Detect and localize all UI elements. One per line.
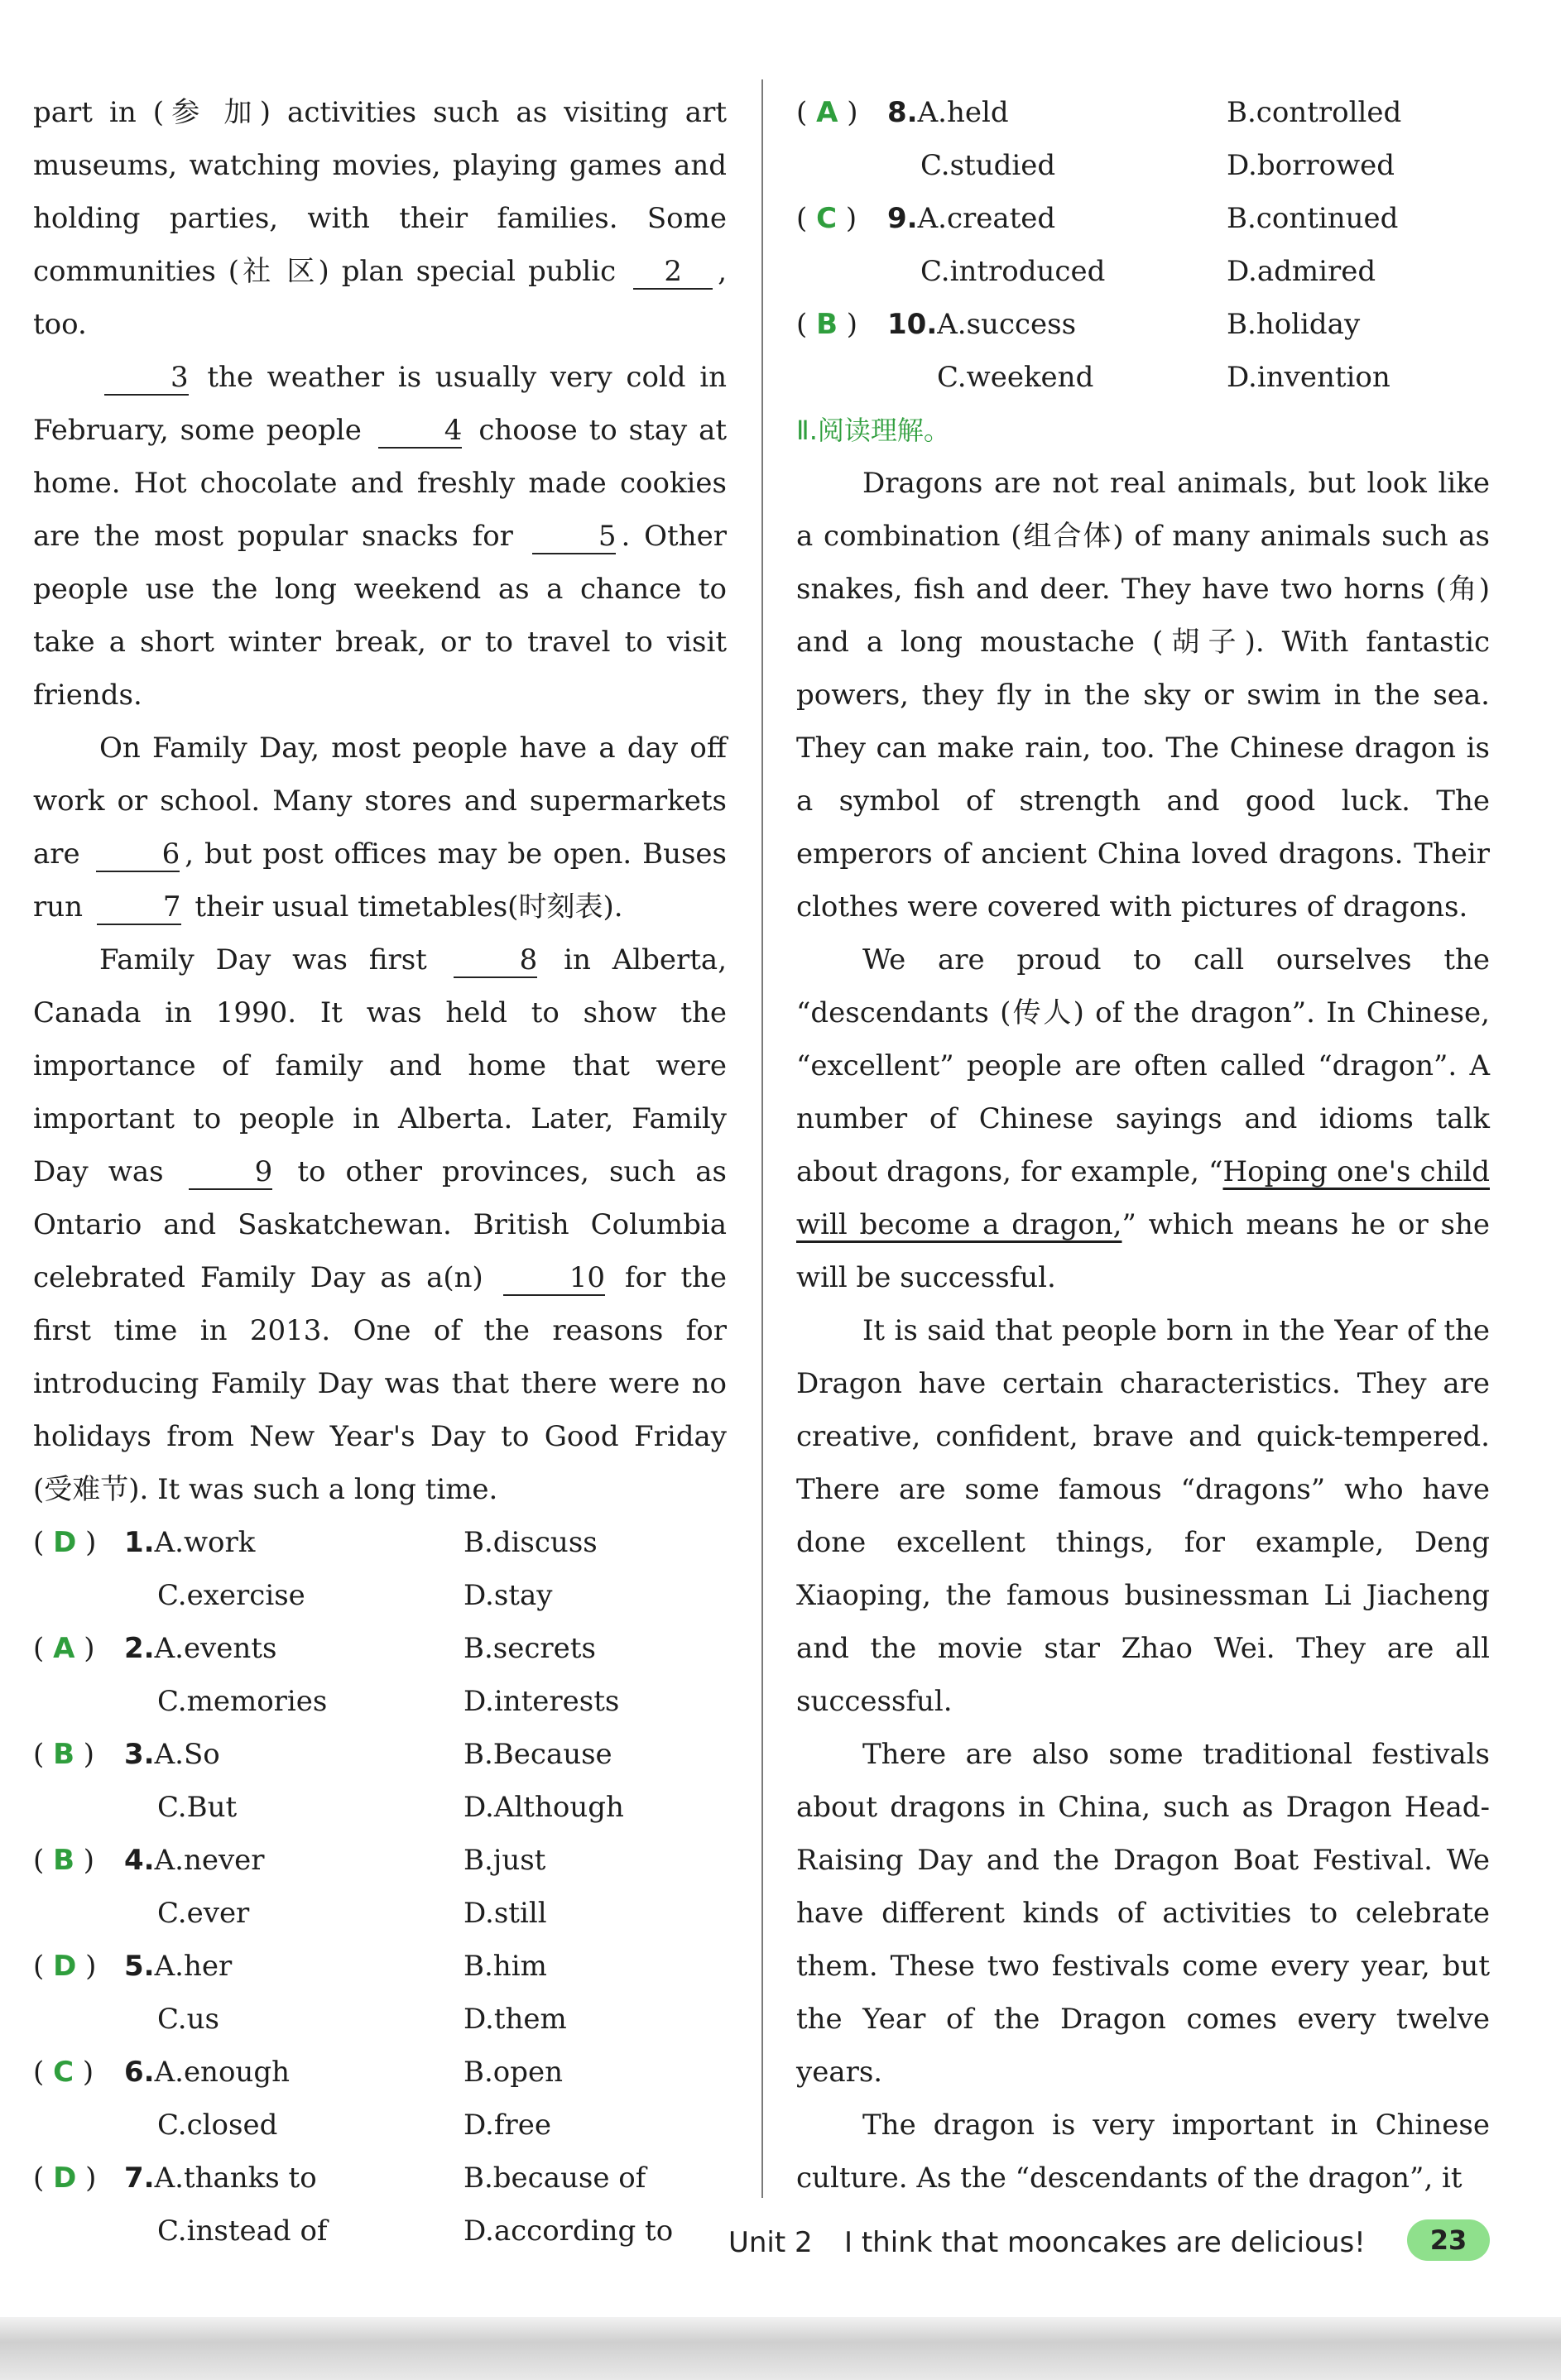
option-c: C.studied bbox=[920, 149, 1056, 182]
blank: 7 bbox=[97, 890, 181, 925]
option-d: D.admired bbox=[1227, 255, 1376, 288]
unit-title: I think that mooncakes are delicious! bbox=[844, 2226, 1366, 2259]
underlined-saying: Hoping one's child will become a dragon, bbox=[796, 1155, 1490, 1241]
passage-text: in Alberta, Canada in 1990. It was held to show the importance of family and home that were important to people in Alberta. Later, Family Day was bbox=[33, 943, 728, 1188]
answer-mark: C bbox=[816, 202, 838, 235]
option-b: B.open bbox=[463, 2056, 564, 2089]
reading-text: We are proud to call ourselves the “descendants (传人) of the dragon”. In Chinese, “excellent” people are often called “dragon”. A number of Chinese sayings and idioms talk about dragons, for example, “ bbox=[796, 943, 1490, 1188]
question-number: 4. bbox=[124, 1844, 155, 1877]
option-b: B.just bbox=[463, 1844, 546, 1877]
option-a: A.success bbox=[937, 308, 1077, 341]
question-number: 6. bbox=[124, 2056, 155, 2089]
option-a: A.enough bbox=[154, 2056, 290, 2089]
question-number: 9. bbox=[887, 202, 918, 235]
answer-mark: A bbox=[816, 96, 838, 129]
passage-text: , too. bbox=[33, 255, 727, 341]
question-item: ( B ) 10.A.success B.holiday C.weekend D.invention bbox=[796, 298, 1490, 404]
column-divider bbox=[761, 79, 763, 2198]
blank: 2 bbox=[633, 255, 713, 290]
unit-label: Unit 2 bbox=[728, 2226, 813, 2259]
left-column bbox=[33, 86, 727, 2258]
passage-text: , but post offices may be open. Buses run bbox=[33, 837, 728, 924]
blank: 9 bbox=[189, 1155, 273, 1190]
option-d: D.stay bbox=[463, 1579, 553, 1612]
option-a: A.created bbox=[917, 202, 1056, 235]
passage-paragraph bbox=[33, 722, 727, 933]
question-item: ( C ) 9.A.created B.continued C.introduced D.admired bbox=[796, 192, 1490, 298]
question-number: 8. bbox=[887, 96, 918, 129]
option-a: A.work bbox=[154, 1526, 256, 1559]
question-item: ( B ) 3.A.So B.Because C.But D.Although bbox=[33, 1728, 727, 1834]
question-item: ( A ) 2.A.events B.secrets C.memories D.interests bbox=[33, 1622, 727, 1728]
passage-text: to other provinces, such as Ontario and Saskatchewan. British Columbia celebrated Family Day as a(n) bbox=[33, 1155, 727, 1294]
blank: 6 bbox=[96, 837, 180, 872]
answer-mark: B bbox=[816, 308, 838, 341]
reading-paragraph bbox=[796, 933, 1490, 1304]
answer-mark: B bbox=[53, 1738, 74, 1771]
option-a: A.So bbox=[154, 1738, 220, 1771]
option-d: D.them bbox=[463, 2003, 567, 2036]
question-number: 10. bbox=[887, 308, 938, 341]
answer-mark: D bbox=[53, 1526, 77, 1559]
passage-paragraph bbox=[33, 351, 727, 722]
question-item: ( B ) 4.A.never B.just C.ever D.still bbox=[33, 1834, 727, 1940]
question-number: 5. bbox=[124, 1950, 155, 1983]
option-a: A.events bbox=[154, 1632, 277, 1665]
reading-paragraph: It is said that people born in the Year of the Dragon have certain characteristics. They are creative, confident, brave and quick-tempered. There are some famous “dragons” who have done excellent things, for example, Deng Xiaoping, the famous businessman Li Jiacheng and the movie star Zhao Wei. They are all successful. bbox=[796, 1314, 1490, 1718]
question-item: ( D ) 7.A.thanks to B.because of C.instead of D.according to bbox=[33, 2152, 727, 2258]
option-c: C.memories bbox=[157, 1685, 328, 1718]
option-c: C.weekend bbox=[937, 361, 1094, 394]
question-item: ( D ) 1.A.work B.discuss C.exercise D.stay bbox=[33, 1516, 727, 1622]
blank: 8 bbox=[454, 943, 538, 978]
option-c: C.instead of bbox=[157, 2214, 328, 2248]
option-a: A.thanks to bbox=[154, 2162, 317, 2195]
page-number-badge: 23 bbox=[1407, 2219, 1490, 2261]
question-item: ( C ) 6.A.enough B.open C.closed D.free bbox=[33, 2046, 727, 2152]
answer-mark: A bbox=[53, 1632, 75, 1665]
option-a: A.never bbox=[154, 1844, 265, 1877]
blank: 10 bbox=[503, 1261, 605, 1296]
passage-paragraph bbox=[33, 933, 727, 1516]
question-item: ( A ) 8.A.held B.controlled C.studied D.borrowed bbox=[796, 86, 1490, 192]
page-footer bbox=[728, 2219, 1490, 2266]
question-number: 1. bbox=[124, 1526, 155, 1559]
section-heading: Ⅱ.阅读理解。 bbox=[796, 415, 950, 446]
reading-paragraph: The dragon is very important in Chinese culture. As the “descendants of the dragon”, it bbox=[796, 2109, 1490, 2195]
option-d: D.still bbox=[463, 1897, 547, 1930]
option-c: C.us bbox=[157, 2003, 219, 2036]
page-edge-shadow bbox=[0, 2317, 1561, 2380]
option-b: B.him bbox=[463, 1950, 547, 1983]
passage-text: the weather is usually very cold in February, some people bbox=[33, 361, 727, 447]
option-b: B.secrets bbox=[463, 1632, 596, 1665]
option-d: D.Although bbox=[463, 1791, 624, 1824]
passage-text: for the first time in 2013. One of the reasons for introducing Family Day was that there were no holidays from New Year's Day to Good Friday (受难节). It was such a long time. bbox=[33, 1261, 728, 1506]
reading-text: ” which means he or she will be successful. bbox=[796, 1208, 1490, 1294]
option-b: B.continued bbox=[1227, 202, 1399, 235]
question-number: 7. bbox=[124, 2162, 155, 2195]
option-b: B.discuss bbox=[463, 1526, 598, 1559]
option-d: D.according to bbox=[463, 2214, 674, 2248]
answer-mark: D bbox=[53, 2162, 77, 2195]
passage-text: their usual timetables(时刻表). bbox=[195, 890, 623, 924]
option-b: B.holiday bbox=[1227, 308, 1361, 341]
answer-mark: C bbox=[53, 2056, 74, 2089]
blank: 3 bbox=[104, 361, 189, 396]
option-c: C.exercise bbox=[157, 1579, 305, 1612]
question-number: 3. bbox=[124, 1738, 155, 1771]
option-b: B.Because bbox=[463, 1738, 612, 1771]
option-d: D.free bbox=[463, 2109, 551, 2142]
passage-text: part in (参 加) activities such as visiting art museums, watching movies, playing games and holding parties, with their families. Some communities (社 区) plan special public bbox=[33, 96, 727, 288]
option-c: C.But bbox=[157, 1791, 238, 1824]
option-d: D.interests bbox=[463, 1685, 620, 1718]
passage-text: On Family Day, most people have a day off work or school. Many stores and supermarkets are bbox=[33, 732, 727, 871]
option-b: B.controlled bbox=[1227, 96, 1402, 129]
reading-paragraph: Dragons are not real animals, but look like a combination (组合体) of many animals such as snakes, fish and deer. They have two horns (角) and a long moustache (胡子). With fantastic powers, they fly in the sky or swim in the sea. They can make rain, too. The Chinese dragon is a symbol of strength and good luck. The emperors of ancient China loved dragons. Their clothes were covered with pictures of dragons. bbox=[796, 467, 1490, 924]
option-d: D.invention bbox=[1227, 361, 1390, 394]
answer-mark: B bbox=[53, 1844, 74, 1877]
passage-text: Family Day was first bbox=[99, 943, 427, 976]
option-a: A.her bbox=[154, 1950, 233, 1983]
option-d: D.borrowed bbox=[1227, 149, 1395, 182]
passage-text: choose to stay at home. Hot chocolate and freshly made cookies are the most popular snacks for bbox=[33, 414, 728, 553]
option-b: B.because of bbox=[463, 2162, 646, 2195]
passage-text: . Other people use the long weekend as a chance to take a short winter break, or to travel to visit friends. bbox=[33, 520, 727, 712]
option-a: A.held bbox=[917, 96, 1009, 129]
question-number: 2. bbox=[124, 1632, 155, 1665]
passage-paragraph bbox=[33, 86, 727, 351]
option-c: C.closed bbox=[157, 2109, 278, 2142]
answer-mark: D bbox=[53, 1950, 77, 1983]
blank: 4 bbox=[378, 414, 463, 449]
blank: 5 bbox=[532, 520, 617, 554]
option-c: C.introduced bbox=[920, 255, 1106, 288]
reading-paragraph: There are also some traditional festivals about dragons in China, such as Dragon Head-Raising Day and the Dragon Boat Festival. We have different kinds of activities to celebrate them. These two festivals come every year, but the Year of the Dragon comes every twelve years. bbox=[796, 1738, 1490, 2089]
right-column bbox=[796, 86, 1490, 2205]
option-c: C.ever bbox=[157, 1897, 250, 1930]
question-item: ( D ) 5.A.her B.him C.us D.them bbox=[33, 1940, 727, 2046]
